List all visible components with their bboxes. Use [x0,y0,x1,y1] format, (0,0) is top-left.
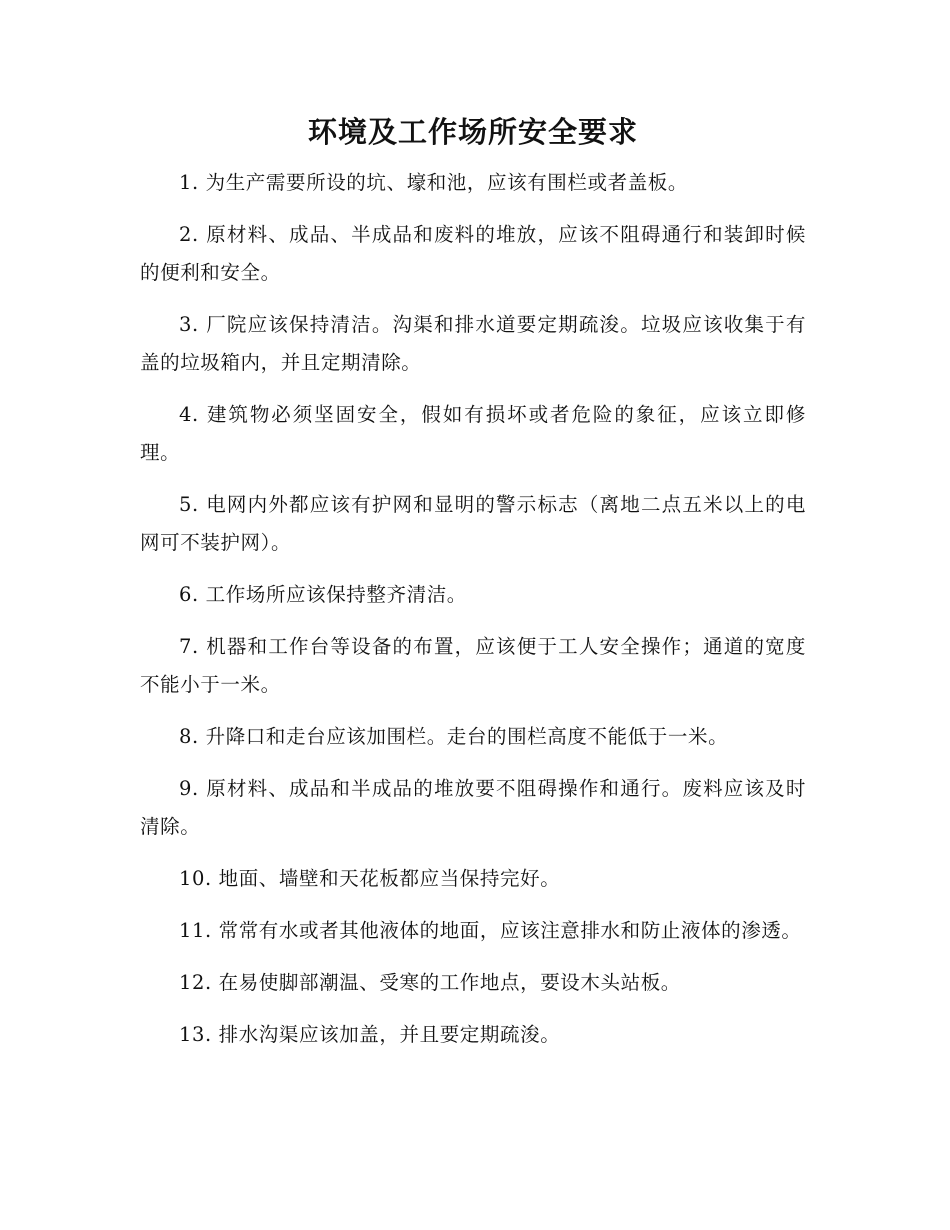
paragraph-11: 11. 常常有水或者其他液体的地面，应该注意排水和防止液体的渗透。 [179,919,802,942]
document-title: 环境及工作场所安全要求 [307,115,638,149]
paragraph-1: 1. 为生产需要所设的坑、壕和池，应该有围栏或者盖板。 [179,171,689,194]
paragraph-2: 2. 原材料、成品、半成品和废料的堆放，应该不阻碍通行和装卸时候的便利和安全。 [140,223,806,284]
paragraph-5: 5. 电网内外都应该有护网和显明的警示标志（离地二点五米以上的电网可不装护网）。 [140,493,806,554]
paragraph-3: 3. 厂院应该保持清洁。沟渠和排水道要定期疏浚。垃圾应该收集于有盖的垃圾箱内，并且定期清除。 [140,313,806,374]
paragraph-13: 13. 排水沟渠应该加盖，并且要定期疏浚。 [179,1023,561,1046]
paragraph-7: 7. 机器和工作台等设备的布置，应该便于工人安全操作；通道的宽度不能小于一米。 [140,635,806,696]
paragraph-10: 10. 地面、墙壁和天花板都应当保持完好。 [179,867,561,890]
document-page [140,112,806,1068]
paragraph-12: 12. 在易使脚部潮温、受寒的工作地点，要设木头站板。 [179,971,681,994]
paragraph-4: 4. 建筑物必须坚固安全，假如有损坏或者危险的象征，应该立即修理。 [140,403,806,464]
paragraph-8: 8. 升降口和走台应该加围栏。走台的围栏高度不能低于一米。 [179,725,729,748]
paragraph-9: 9. 原材料、成品和半成品的堆放要不阻碍操作和通行。废料应该及时清除。 [140,777,806,838]
paragraph-6: 6. 工作场所应该保持整齐清洁。 [179,583,467,606]
